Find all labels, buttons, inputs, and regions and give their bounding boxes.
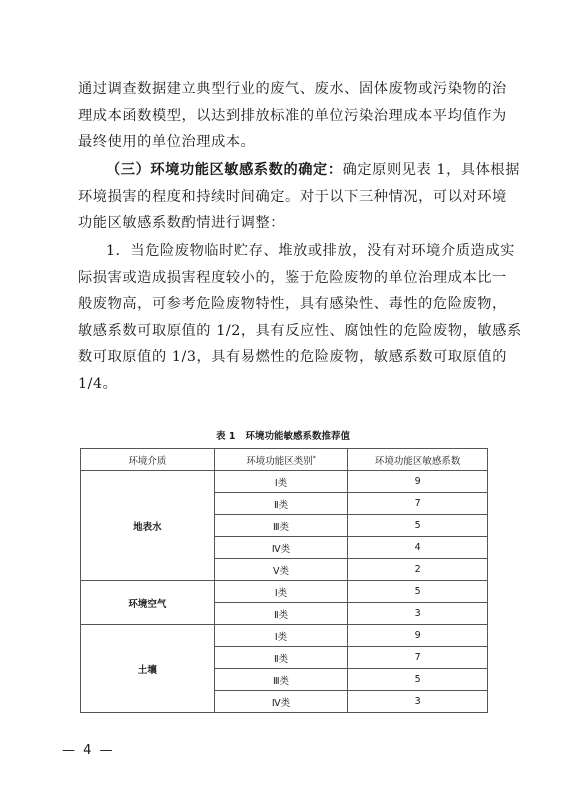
text-line: 功能区敏感系数酌情进行调整： xyxy=(78,215,286,231)
value-cell: 2 xyxy=(348,559,488,581)
table-title: 环境功能敏感系数推荐值 xyxy=(245,431,350,442)
value-cell: 5 xyxy=(348,669,488,691)
text-line: 通过调查数据建立典型行业的废气、废水、固体废物或污染物的治 xyxy=(78,81,507,97)
value-cell: 4 xyxy=(348,537,488,559)
text-line: 环境损害的程度和持续时间确定。对于以下三种情况，可以对环境 xyxy=(78,188,507,205)
page-number: — 4 — xyxy=(62,743,115,758)
text-line: 般废物高，可参考危险废物特性，具有感染性、毒性的危险废物， xyxy=(78,296,507,312)
value-cell: 5 xyxy=(348,581,488,603)
class-cell: Ⅱ类 xyxy=(214,493,348,515)
sensitivity-table xyxy=(80,448,488,713)
class-cell: Ⅲ类 xyxy=(214,515,348,537)
text-line: 最终使用的单位治理成本。 xyxy=(78,134,256,150)
table-row xyxy=(81,625,488,647)
header-coefficient: 环境功能区敏感系数 xyxy=(348,449,488,471)
class-cell: Ⅰ类 xyxy=(214,471,348,493)
text-line: 际损害或造成损害程度较小的，鉴于危险废物的单位治理成本比一 xyxy=(78,269,507,286)
class-cell: Ⅱ类 xyxy=(214,647,348,669)
footnote-marker: * xyxy=(312,454,316,462)
table-header-row xyxy=(81,449,488,471)
value-cell: 7 xyxy=(348,647,488,669)
value-cell: 9 xyxy=(348,625,488,647)
text-line: 理成本函数模型，以达到排放标准的单位污染治理成本平均值作为 xyxy=(78,107,507,124)
text-line xyxy=(78,157,521,184)
header-medium: 环境介质 xyxy=(81,449,215,471)
text-line: 敏感系数可取原值的 1/2，具有反应性、腐蚀性的危险废物，敏感系 xyxy=(78,322,522,339)
class-cell: Ⅱ类 xyxy=(214,603,348,625)
medium-cell: 土壤 xyxy=(81,625,215,713)
table-row xyxy=(81,471,488,493)
class-cell: Ⅰ类 xyxy=(214,625,348,647)
paragraph-hazardous-waste xyxy=(78,238,522,397)
paragraph-cost-model xyxy=(78,76,507,156)
medium-cell: 环境空气 xyxy=(81,581,215,625)
class-cell: Ⅴ类 xyxy=(214,559,348,581)
value-cell: 7 xyxy=(348,493,488,515)
class-cell: Ⅲ类 xyxy=(214,669,348,691)
section-heading: （三）环境功能区敏感系数的确定： xyxy=(106,162,343,178)
value-cell: 3 xyxy=(348,691,488,713)
class-cell: Ⅳ类 xyxy=(214,691,348,713)
class-cell: Ⅰ类 xyxy=(214,581,348,603)
value-cell: 3 xyxy=(348,603,488,625)
text-fragment: 确定原则见表 1，具体根据 xyxy=(342,162,521,178)
paragraph-sensitivity-coefficient xyxy=(78,157,521,237)
header-function-class xyxy=(214,449,348,471)
value-cell: 5 xyxy=(348,515,488,537)
header-function-class-label: 环境功能区类别 xyxy=(246,455,313,467)
text-line: 1/4。 xyxy=(78,375,118,392)
medium-cell: 地表水 xyxy=(81,471,215,581)
class-cell: Ⅳ类 xyxy=(214,537,348,559)
table-number: 表 1 xyxy=(216,431,236,442)
text-line: 1．当危险废物临时贮存、堆放或排放，没有对环境介质造成实 xyxy=(106,243,515,259)
table-caption xyxy=(0,428,566,442)
table-row xyxy=(81,581,488,603)
value-cell: 9 xyxy=(348,471,488,493)
text-line: 数可取原值的 1/3，具有易燃性的危险废物，敏感系数可取原值的 xyxy=(78,349,508,365)
